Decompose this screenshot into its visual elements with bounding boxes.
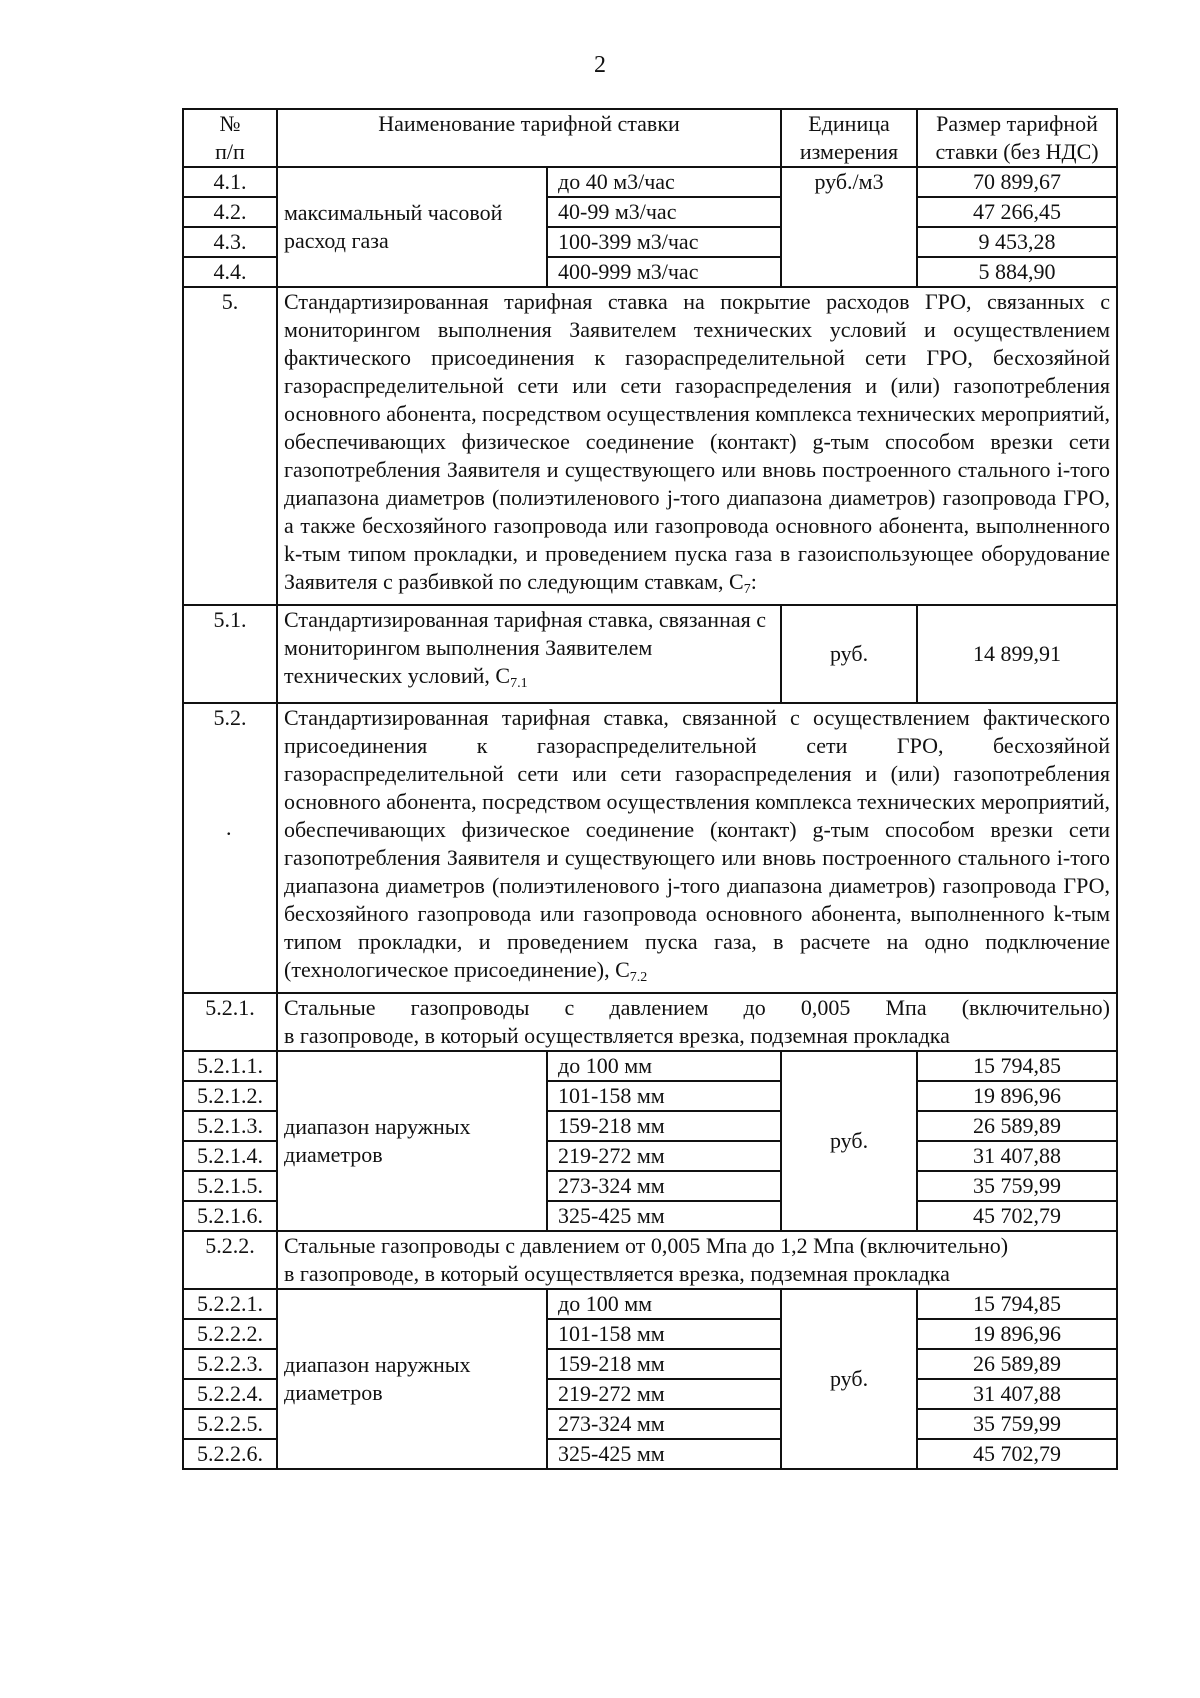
range-cell: 219-272 мм: [547, 1379, 781, 1409]
row522-text: [277, 1231, 1117, 1289]
table-row: [183, 1051, 1117, 1081]
header-size: Размер тарифной ставки (без НДС): [917, 109, 1117, 167]
row-num: [183, 703, 277, 993]
header-num: № п/п: [183, 109, 277, 167]
row-num: 5.2.1.6.: [183, 1201, 277, 1231]
row521-line1: Стальные газопроводы с давлением до 0,005 Мпа (включительно): [284, 995, 1111, 1020]
row5-tail: :: [750, 569, 757, 594]
row-num: 5.2.2.: [183, 1231, 277, 1289]
row51-text: [277, 605, 781, 703]
range-cell: 159-218 мм: [547, 1349, 781, 1379]
row52-text-body: Стандартизированная тарифная ставка, связанной с осуществлением фактического присоединения к газораспределительной сети ГРО, бесхозяйной газораспределительной сети или сети газораспределения и (или) газопотребления основного абонента, посредством осуществления комплекса технических мероприятий, обеспечивающих физическое соединение (контакт) g-тым способом врезки сети газопотребления Заявителя и существующего или вновь построенного стального i-того диапазона диаметров (полиэтиленового j-того диапазона диаметров) газопровода ГРО, бесхозяйного газопровода или газопровода основного абонента, выполненного k-тым типом прокладки, и проведением пуска газа, в расчете на одно подключение (технологическое присоединение), C: [284, 705, 1111, 982]
row51-text-body: Стандартизированная тарифная ставка, связанная с мониторингом выполнения Заявителем технических условий, C: [284, 607, 767, 688]
value-cell: 15 794,85: [917, 1289, 1117, 1319]
row-num: 5.2.1.1.: [183, 1051, 277, 1081]
table-row: [183, 605, 1117, 703]
row5-subscript: 7: [743, 582, 751, 597]
row-num: 5.2.1.4.: [183, 1141, 277, 1171]
row-num: 4.3.: [183, 227, 277, 257]
section4-label: максимальный часовой расход газа: [277, 167, 547, 287]
row522-line1: Стальные газопроводы с давлением от 0,005 Мпа до 1,2 Мпа (включительно): [284, 1233, 1009, 1258]
page-number: 2: [594, 52, 606, 78]
value-cell: 26 589,89: [917, 1349, 1117, 1379]
value-cell: 15 794,85: [917, 1051, 1117, 1081]
row-num: 5.2.2.6.: [183, 1439, 277, 1469]
range-cell: до 40 м3/час: [547, 167, 781, 197]
range-cell: 101-158 мм: [547, 1081, 781, 1111]
header-row: [183, 109, 1117, 167]
row522-line2: в газопроводе, в который осуществляется врезка, подземная прокладка: [284, 1261, 950, 1286]
row-num: 5.2.2.5.: [183, 1409, 277, 1439]
row-num: 4.2.: [183, 197, 277, 227]
value-cell: 9 453,28: [917, 227, 1117, 257]
range-cell: 273-324 мм: [547, 1171, 781, 1201]
row-num: 5.2.2.4.: [183, 1379, 277, 1409]
row-num: 5.2.2.1.: [183, 1289, 277, 1319]
table-row: [183, 703, 1117, 993]
row-num: 5.: [183, 287, 277, 605]
row5-text: [277, 287, 1117, 605]
table-row: [183, 993, 1117, 1051]
group522-label: диапазон наружных диаметров: [277, 1289, 547, 1469]
range-cell: 400-999 м3/час: [547, 257, 781, 287]
row5-text-body: Стандартизированная тарифная ставка на покрытие расходов ГРО, связанных с мониторингом выполнения Заявителем технических условий и осуществлением фактического присоединения к газораспределительной сети ГРО, бесхозяйной газораспределительной сети или сети газораспределения и (или) газопотребления основного абонента, посредством осуществления комплекса технических мероприятий, обеспечивающих физическое соединение (контакт) g-тым способом врезки сети газопотребления Заявителя и существующего или вновь построенного стального i-того диапазона диаметров (полиэтиленового j-того диапазона диаметров) газопровода ГРО, а также бесхозяйного газопровода или газопровода основного абонента, выполненного k-тым типом прокладки, и проведением пуска газа в газоиспользующее оборудование Заявителя с разбивкой по следующим ставкам, C: [284, 289, 1111, 594]
row52-subscript: 7.2: [629, 970, 648, 985]
row-num: 5.2.1.2.: [183, 1081, 277, 1111]
row521-line2: в газопроводе, в который осуществляется врезка, подземная прокладка: [284, 1023, 950, 1048]
unit-cell: руб./м3: [781, 167, 917, 287]
range-cell: 40-99 м3/час: [547, 197, 781, 227]
value-cell: 70 899,67: [917, 167, 1117, 197]
row-num: 5.2.2.2.: [183, 1319, 277, 1349]
table-row: [183, 287, 1117, 605]
value-cell: 47 266,45: [917, 197, 1117, 227]
row-num: 5.2.1.: [183, 993, 277, 1051]
value-cell: 19 896,96: [917, 1319, 1117, 1349]
row521-text: [277, 993, 1117, 1051]
range-cell: до 100 мм: [547, 1051, 781, 1081]
row-num: 5.1.: [183, 605, 277, 703]
row52-marker: .: [226, 815, 232, 840]
row-num: 4.1.: [183, 167, 277, 197]
row-num: 5.2.2.3.: [183, 1349, 277, 1379]
row51-subscript: 7.1: [510, 676, 528, 691]
row-num: 5.2.1.3.: [183, 1111, 277, 1141]
range-cell: 219-272 мм: [547, 1141, 781, 1171]
value-cell: 45 702,79: [917, 1439, 1117, 1469]
unit-cell: руб.: [781, 605, 917, 703]
unit-cell: руб.: [781, 1051, 917, 1231]
value-cell: 35 759,99: [917, 1409, 1117, 1439]
range-cell: 325-425 мм: [547, 1201, 781, 1231]
range-cell: 273-324 мм: [547, 1409, 781, 1439]
value-cell: 26 589,89: [917, 1111, 1117, 1141]
value-cell: 5 884,90: [917, 257, 1117, 287]
unit-cell: руб.: [781, 1289, 917, 1469]
value-cell: 35 759,99: [917, 1171, 1117, 1201]
range-cell: 159-218 мм: [547, 1111, 781, 1141]
header-name: Наименование тарифной ставки: [277, 109, 781, 167]
value-cell: 14 899,91: [917, 605, 1117, 703]
value-cell: 31 407,88: [917, 1141, 1117, 1171]
row52-text: [277, 703, 1117, 993]
value-cell: 45 702,79: [917, 1201, 1117, 1231]
table-row: [183, 1289, 1117, 1319]
header-unit: Единица измерения: [781, 109, 917, 167]
value-cell: 19 896,96: [917, 1081, 1117, 1111]
value-cell: 31 407,88: [917, 1379, 1117, 1409]
group521-label: диапазон наружных диаметров: [277, 1051, 547, 1231]
row-num: 4.4.: [183, 257, 277, 287]
range-cell: 100-399 м3/час: [547, 227, 781, 257]
table-row: [183, 167, 1117, 197]
range-cell: 101-158 мм: [547, 1319, 781, 1349]
row-num: 5.2.1.5.: [183, 1171, 277, 1201]
row52-num: 5.2.: [213, 705, 247, 730]
tariff-table: [182, 108, 1118, 1470]
range-cell: 325-425 мм: [547, 1439, 781, 1469]
table-row: [183, 1231, 1117, 1289]
range-cell: до 100 мм: [547, 1289, 781, 1319]
